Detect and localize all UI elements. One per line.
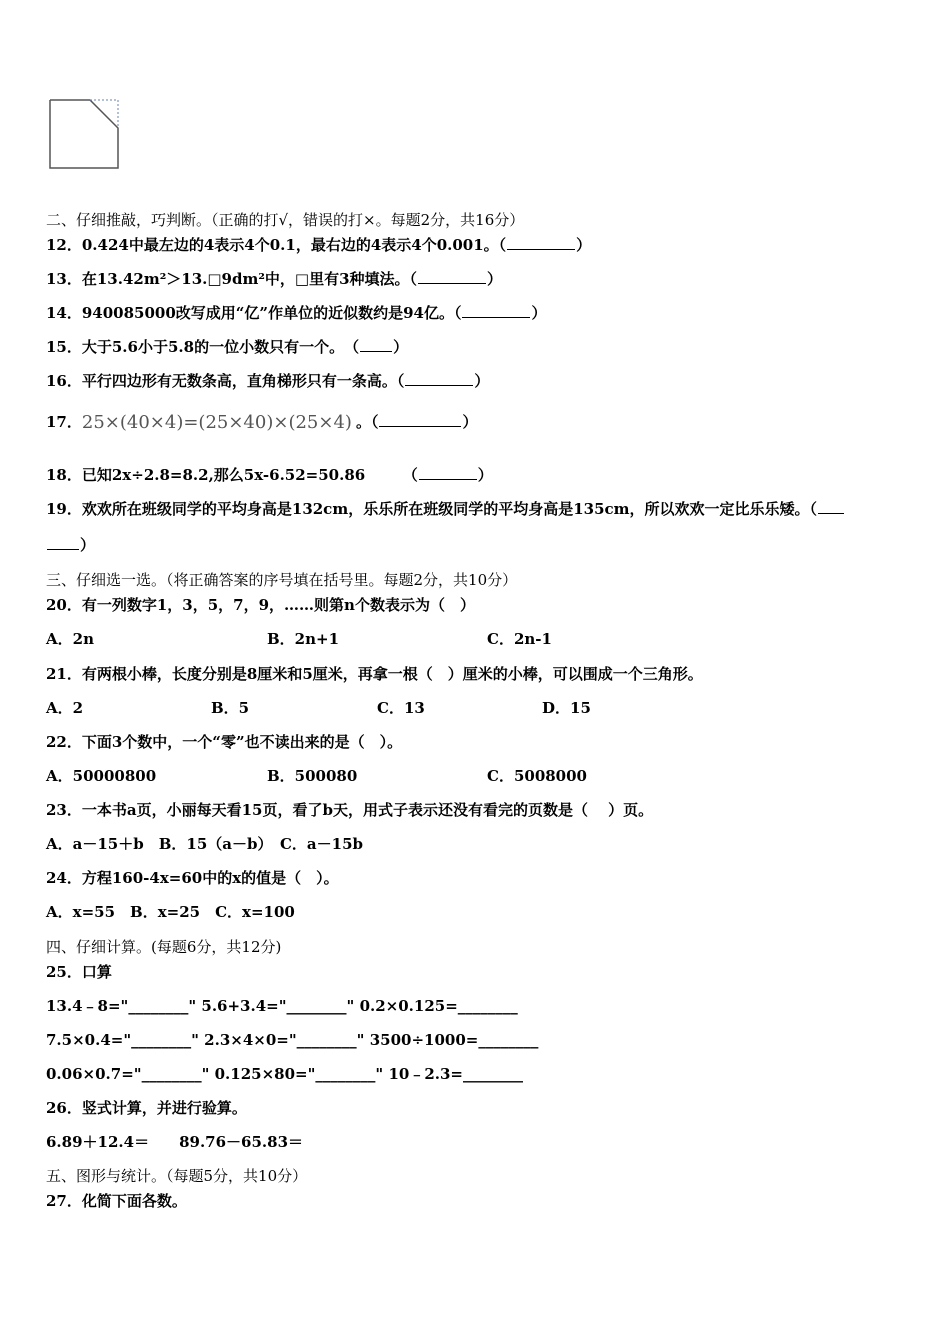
answer-blank[interactable] <box>379 412 461 427</box>
question-15: 15．大于5.6小于5.8的一位小数只有一个。 （ ） <box>46 338 409 356</box>
option-a[interactable]: A．2 <box>46 699 84 717</box>
option-a[interactable]: A．50000800 <box>46 767 157 785</box>
question-19: 19．欢欢所在班级同学的平均身高是132cm，乐乐所在班级同学的平均身高是135cm，所以欢欢一定比乐乐矮。（ <box>46 499 845 519</box>
calc-row-2: 7.5×0.4="________" 2.3×4×0="________" 3500÷1000=________ <box>46 1031 539 1049</box>
question-16: 16．平行四边形有无数条高，直角梯形只有一条高。（ ） <box>46 372 490 390</box>
section4-heading: 四、仔细计算。(每题6分，共12分) <box>46 938 282 956</box>
option-c[interactable]: C．2n-1 <box>487 630 552 648</box>
answer-blank[interactable] <box>419 465 477 480</box>
answer-blank[interactable] <box>405 371 473 386</box>
option-b[interactable]: B．5 <box>211 699 250 717</box>
square-cut-corner-figure <box>48 98 122 172</box>
answer-blank[interactable] <box>462 303 530 318</box>
question-22: 22．下面3个数中，一个“零”也不读出来的是（ ）。 <box>46 733 403 751</box>
question-27: 27．化简下面各数。 <box>46 1192 187 1210</box>
question-19-continued: ） <box>46 535 95 555</box>
calc-row-1: 13.4﹣8="________" 5.6+3.4="________" 0.2×0.125=________ <box>46 997 518 1015</box>
option-a[interactable]: A．2n <box>46 630 94 648</box>
option-c[interactable]: C．13 <box>377 699 425 717</box>
question-24-options[interactable]: A．x=55 B．x=25 C．x=100 <box>46 903 295 921</box>
question-13: 13．在13.42m²＞13.□9dm²中，□里有3种填法。（ ） <box>46 270 503 288</box>
section2-heading: 二、仔细推敲，巧判断。（正确的打√，错误的打×。每题2分，共16分） <box>46 211 525 229</box>
section3-heading: 三、仔细选一选。（将正确答案的序号填在括号里。每题2分，共10分） <box>46 571 518 589</box>
answer-blank[interactable] <box>818 499 844 514</box>
question-25: 25．口算 <box>46 963 112 981</box>
option-b[interactable]: B．500080 <box>267 767 358 785</box>
question-26-expressions: 6.89＋12.4＝ 89.76－65.83＝ <box>46 1133 304 1151</box>
question-14: 14．940085000改写成用“亿”作单位的近似数约是94亿。（ ） <box>46 304 547 322</box>
question-18: 18．已知2x÷2.8=8.2,那么5x-6.52=50.86 （ ） <box>46 466 493 484</box>
question-23-options[interactable]: A．a－15＋b B．15（a－b） C．a－15b <box>46 835 364 853</box>
answer-blank[interactable] <box>507 235 575 250</box>
section5-heading: 五、图形与统计。（每题5分，共10分） <box>46 1167 308 1185</box>
question-23: 23．一本书a页，小丽每天看15页，看了b天，用式子表示还没有看完的页数是（ ）页。 <box>46 801 654 819</box>
question-26: 26．竖式计算，并进行验算。 <box>46 1099 247 1117</box>
question-24: 24．方程160-4x=60中的x的值是（ ）。 <box>46 869 339 887</box>
question-21: 21．有两根小棒，长度分别是8厘米和5厘米，再拿一根（ ）厘米的小棒，可以围成一个三角形。 <box>46 665 703 683</box>
option-c[interactable]: C．5008000 <box>487 767 587 785</box>
question-17-formula: 25×(40×4)=(25×40)×(25×4) <box>81 412 352 433</box>
question-12: 12．0.424中最左边的4表示4个0.1，最右边的4表示4个0.001。（ ） <box>46 236 592 254</box>
option-b[interactable]: B．2n+1 <box>267 630 340 648</box>
answer-blank[interactable] <box>47 535 79 550</box>
answer-blank[interactable] <box>360 337 392 352</box>
calc-row-3: 0.06×0.7="________" 0.125×80="________" 10﹣2.3=________ <box>46 1065 523 1083</box>
question-17: 17．25×(40×4)=(25×40)×(25×4) 。（ ） <box>46 412 478 433</box>
option-d[interactable]: D．15 <box>542 699 591 717</box>
answer-blank[interactable] <box>418 269 486 284</box>
question-20: 20．有一列数字1，3，5，7，9，……则第n个数表示为（ ） <box>46 596 475 614</box>
